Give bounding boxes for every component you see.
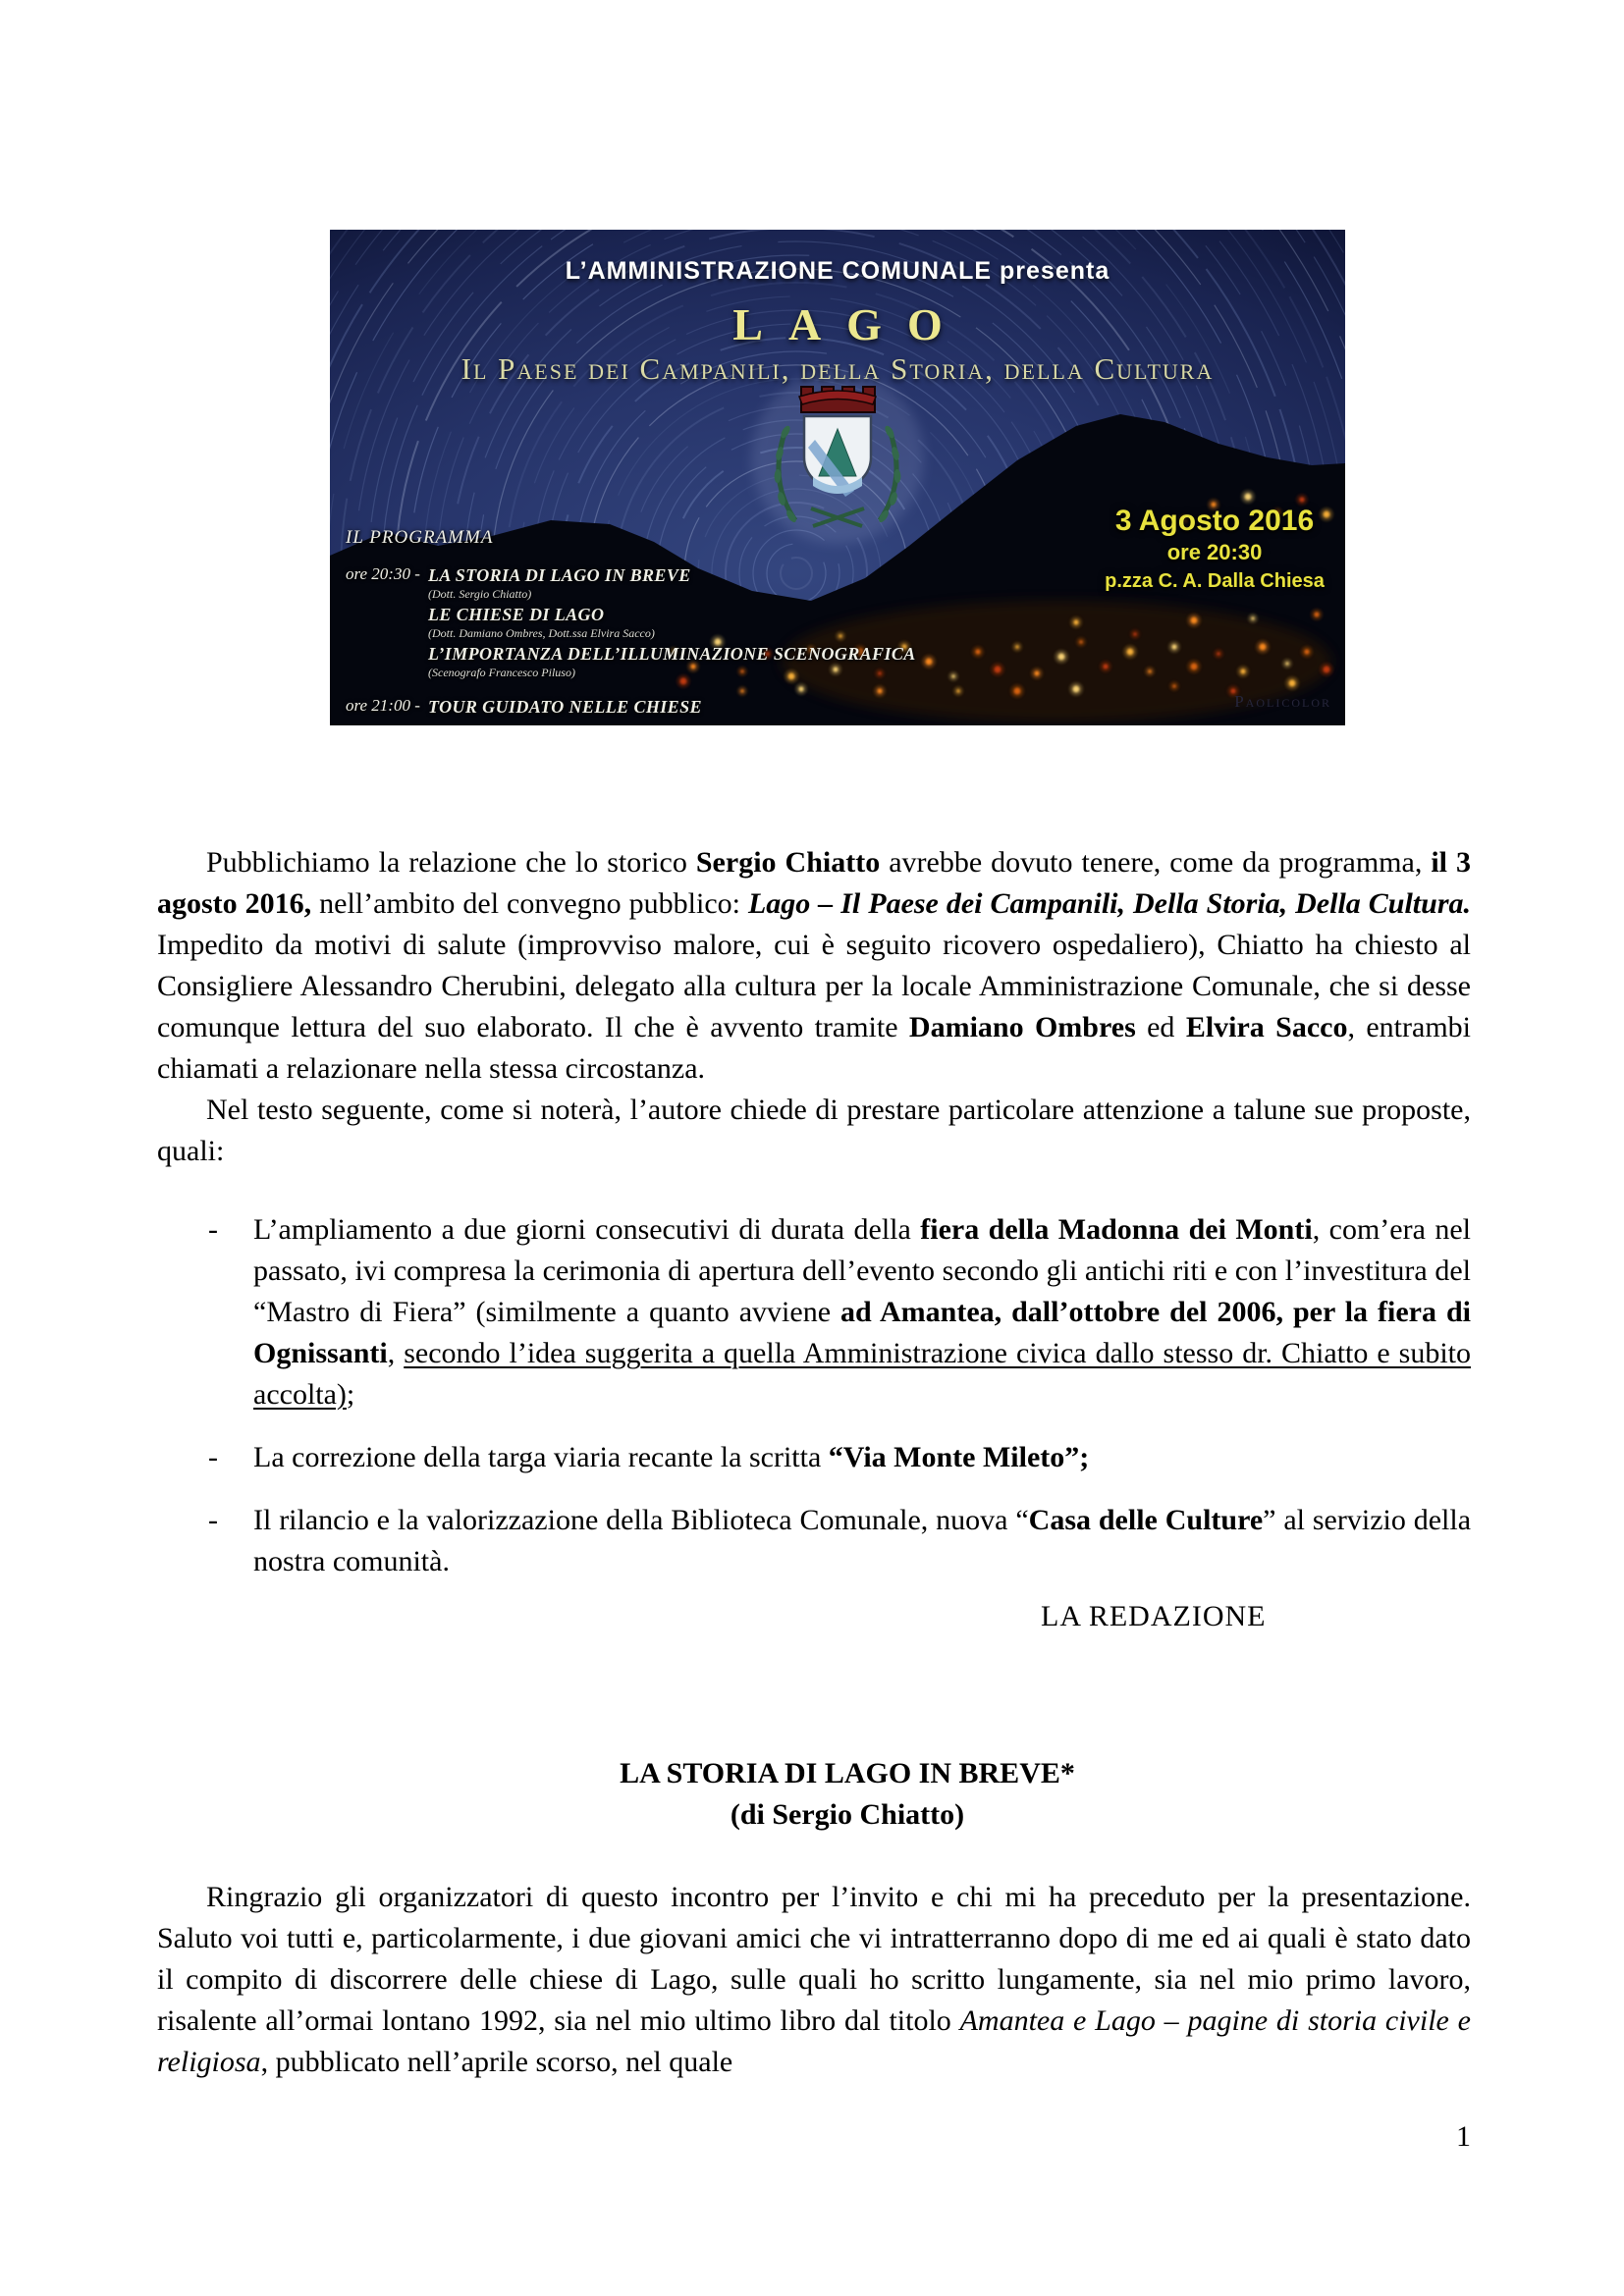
poster-subtitle: Il Paese dei Campanili, della Storia, della Cultura	[460, 351, 1215, 386]
text-segment: Impedito da motivi di salute (improvviso malore, cui è seguito ricovero ospedaliero), Chiatto ha chiesto al Consigliere Alessandro Cherubini, delegato alla cultura per la locale Amministrazione Comunale, che si desse comunque lettura del suo elaborato. Il che è avvento tramite	[157, 929, 1471, 1043]
paragraph-ringrazio	[157, 1877, 1471, 2083]
event-venue: p.zza C. A. Dalla Chiesa	[1105, 570, 1325, 592]
program-entry	[428, 643, 916, 682]
program-rows	[346, 564, 916, 718]
paragraph-proposte	[157, 1090, 1471, 1172]
text-segment: Lago – Il Paese dei Campanili, Della Storia, Della Cultura.	[747, 887, 1471, 920]
program-time: ore 21:00 -	[346, 696, 420, 715]
text-segment: , com’era nel passato, ivi compresa la cerimonia di apertura dell’evento secondo gli antichi riti e con l’investitura del “Mastro di Fiera” (similmente a quanto avviene	[253, 1213, 1471, 1328]
text-segment: ” al servizio della nostra comunità.	[253, 1504, 1472, 1577]
proposal-item	[208, 1437, 1471, 1478]
text-segment: ;	[346, 1378, 355, 1411]
text-segment: Ringrazio gli organizzatori di questo incontro per l’invito e chi mi ha preceduto per la presentazione. Saluto voi tutti e, particolarmente, i due giovani amici che vi intratterranno dopo di me ed ai quali è stato dato il compito di discorrere delle chiese di Lago, sulle quali ho scritto lungamente, sia nel mio primo lavoro, risalente all’ormai lontano 1992, sia nel mio ultimo libro dal titolo	[157, 1881, 1471, 2037]
program-title: LA STORIA DI LAGO IN BREVE	[428, 565, 691, 585]
program-entry	[428, 696, 702, 718]
text-segment: Nel testo seguente, come si noterà, l’autore chiede di prestare particolare attenzione a talune sue proposte, quali:	[157, 1094, 1471, 1167]
text-segment: Casa delle Culture	[1028, 1504, 1264, 1536]
text-segment: ,	[387, 1337, 405, 1369]
program-speaker: (Dott. Sergio Chiatto)	[428, 587, 532, 601]
text-segment: Damiano Ombres	[908, 1011, 1136, 1043]
text-segment: secondo l’idea suggerita a quella Amministrazione civica dallo stesso dr. Chiatto e subito accolta)	[253, 1337, 1472, 1411]
proposal-item	[208, 1209, 1471, 1415]
text-segment: nell’ambito del convegno pubblico:	[311, 887, 748, 920]
program-row	[346, 564, 916, 604]
text-segment: ad Amantea, dall’ottobre del 2006, per la fiera di Ognissanti	[253, 1296, 1471, 1369]
section-heading	[190, 1753, 1504, 1836]
program-row	[346, 643, 916, 682]
program-entry	[428, 604, 655, 643]
event-date: 3 Agosto 2016	[1114, 505, 1315, 537]
program-heading: IL PROGRAMMA	[346, 527, 494, 548]
text-segment: il 3 agosto 2016,	[157, 846, 1472, 920]
event-time: ore 20:30	[1166, 540, 1263, 564]
text-segment: La correzione della targa viaria recante la scritta	[253, 1441, 829, 1473]
poster-program	[346, 527, 916, 718]
proposal-item	[208, 1500, 1471, 1582]
program-entry	[428, 564, 691, 604]
proposal-text	[253, 1209, 1471, 1415]
bullet-dash: -	[208, 1504, 218, 1536]
event-poster	[330, 230, 1345, 725]
photographer-watermark: Paolicolor	[1234, 692, 1331, 711]
closing-paragraph-block	[157, 1877, 1471, 2083]
signoff-la-redazione: LA REDAZIONE	[1041, 1600, 1267, 1632]
intro-paragraphs	[157, 842, 1471, 1172]
text-segment: Pubblichiamo la relazione che lo storico	[206, 846, 696, 879]
section-author: (di Sergio Chiatto)	[730, 1798, 965, 1831]
section-title: LA STORIA DI LAGO IN BREVE*	[620, 1757, 1075, 1789]
program-row	[346, 604, 916, 643]
program-speaker: (Scenografo Francesco Piluso)	[428, 666, 575, 679]
text-segment: ed	[1135, 1011, 1186, 1043]
text-segment: , entrambi chiamati a relazionare nella stessa circostanza.	[157, 1011, 1471, 1085]
text-segment: Elvira Sacco	[1185, 1011, 1348, 1043]
program-title: L’IMPORTANZA DELL’ILLUMINAZIONE SCENOGRAFICA	[428, 644, 916, 664]
proposal-text	[253, 1500, 1471, 1582]
text-segment: , pubblicato nell’aprile scorso, nel quale	[260, 2046, 733, 2078]
text-segment: Il rilancio e la valorizzazione della Biblioteca Comunale, nuova “	[253, 1504, 1029, 1536]
poster-text-overlay	[330, 230, 1345, 725]
proposals-list	[208, 1209, 1471, 1582]
program-title: LE CHIESE DI LAGO	[428, 605, 605, 624]
program-speaker: (Dott. Damiano Ombres, Dott.ssa Elvira Sacco)	[428, 626, 655, 640]
text-segment: avrebbe dovuto tenere, come da programma,	[880, 846, 1432, 879]
poster-presenter-line: L’AMMINISTRAZIONE COMUNALE presenta	[565, 257, 1110, 285]
bullet-dash: -	[208, 1213, 218, 1246]
text-segment: Sergio Chiatto	[695, 846, 881, 879]
poster-date-box	[1102, 505, 1327, 593]
program-row	[346, 696, 916, 718]
text-segment: Amantea e Lago – pagine di storia civile e religiosa	[157, 2004, 1471, 2078]
text-segment: fiera della Madonna dei Monti	[920, 1213, 1313, 1246]
text-segment: L’ampliamento a due giorni consecutivi di durata della	[253, 1213, 921, 1246]
page-number: 1	[1456, 2120, 1471, 2153]
text-segment: “Via Monte Mileto”;	[828, 1441, 1090, 1473]
poster-title: LAGO	[732, 299, 968, 349]
program-time: ore 20:30 -	[346, 564, 420, 583]
paragraph-intro	[157, 842, 1471, 1090]
proposal-text	[253, 1437, 1471, 1478]
bullet-dash: -	[208, 1441, 218, 1473]
program-title: TOUR GUIDATO NELLE CHIESE	[428, 697, 702, 717]
